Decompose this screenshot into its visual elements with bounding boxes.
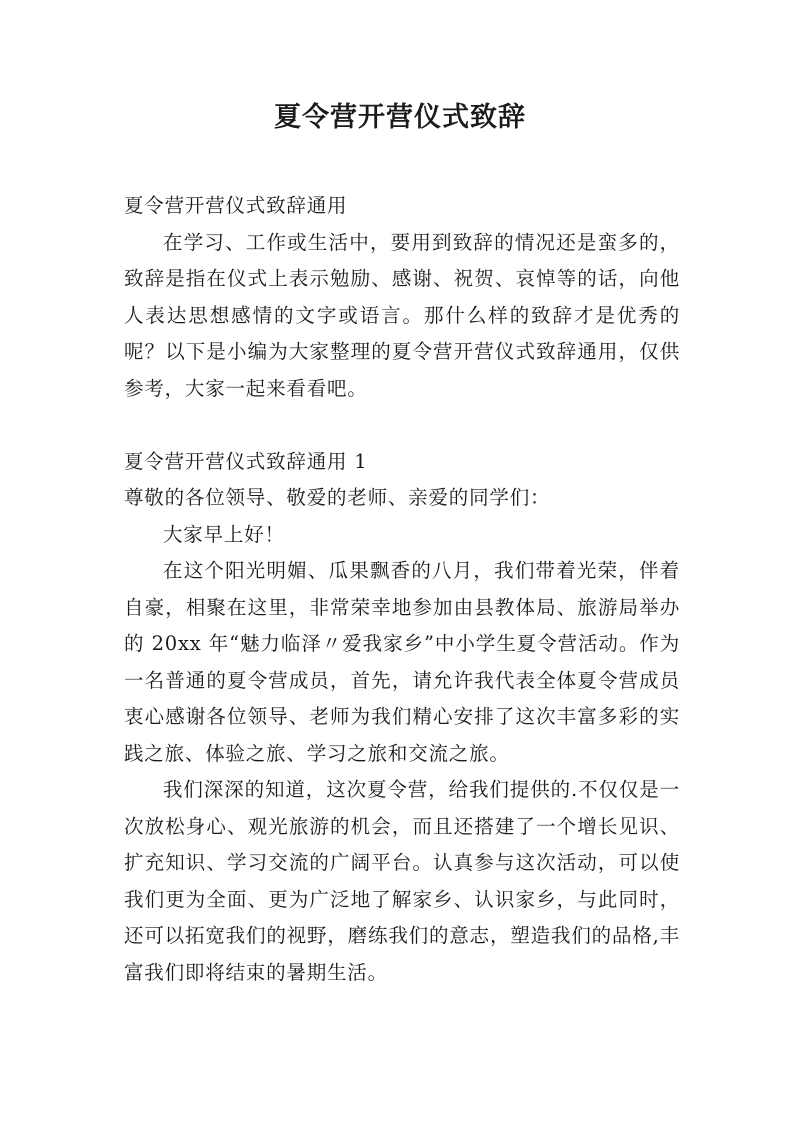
intro-paragraph: 在学习、工作或生活中，要用到致辞的情况还是蛮多的，致辞是指在仪式上表示勉励、感谢、祝贺、哀悼等的话，向他人表达思想感情的文字或语言。那什么样的致辞才是优秀的呢？以下是小编为大家整理的夏令营开营仪式致辞通用，仅供参考，大家一起来看看吧。 (124, 230, 680, 400)
subtitle: 夏令营开营仪式致辞通用 (124, 194, 348, 217)
paragraph-spacer (124, 407, 680, 444)
document-body (124, 188, 680, 991)
section-heading: 夏令营开营仪式致辞通用 1 (124, 449, 368, 473)
salutation: 尊敬的各位领导、敬爱的老师、亲爱的同学们： (124, 486, 551, 509)
body-paragraph-1: 在这个阳光明媚、瓜果飘香的八月，我们带着光荣，伴着自豪，相聚在这里，非常荣幸地参加由县教体局、旅游局举办的 20xx 年“魅力临泽〃爱我家乡”中小学生夏令营活动。作为一名普通的夏令营成员，首先，请允许我代表全体夏令营成员衷心感谢各位领导、老师为我们精心安排了这次丰富多彩的实践之旅、体验之旅、学习之旅和交流之旅。 (124, 559, 680, 765)
body-paragraph-2: 我们深深的知道，这次夏令营，给我们提供的.不仅仅是一次放松身心、观光旅游的机会，而且还搭建了一个增长见识、扩充知识、学习交流的广阔平台。认真参与这次活动，可以使我们更为全面、更为广泛地了解家乡、认识家乡，与此同时，还可以拓宽我们的视野，磨练我们的意志，塑造我们的品格,丰富我们即将结束的暑期生活。 (124, 778, 680, 984)
document-title: 夏令营开营仪式致辞 (274, 102, 526, 133)
greeting: 大家早上好！ (163, 522, 285, 546)
